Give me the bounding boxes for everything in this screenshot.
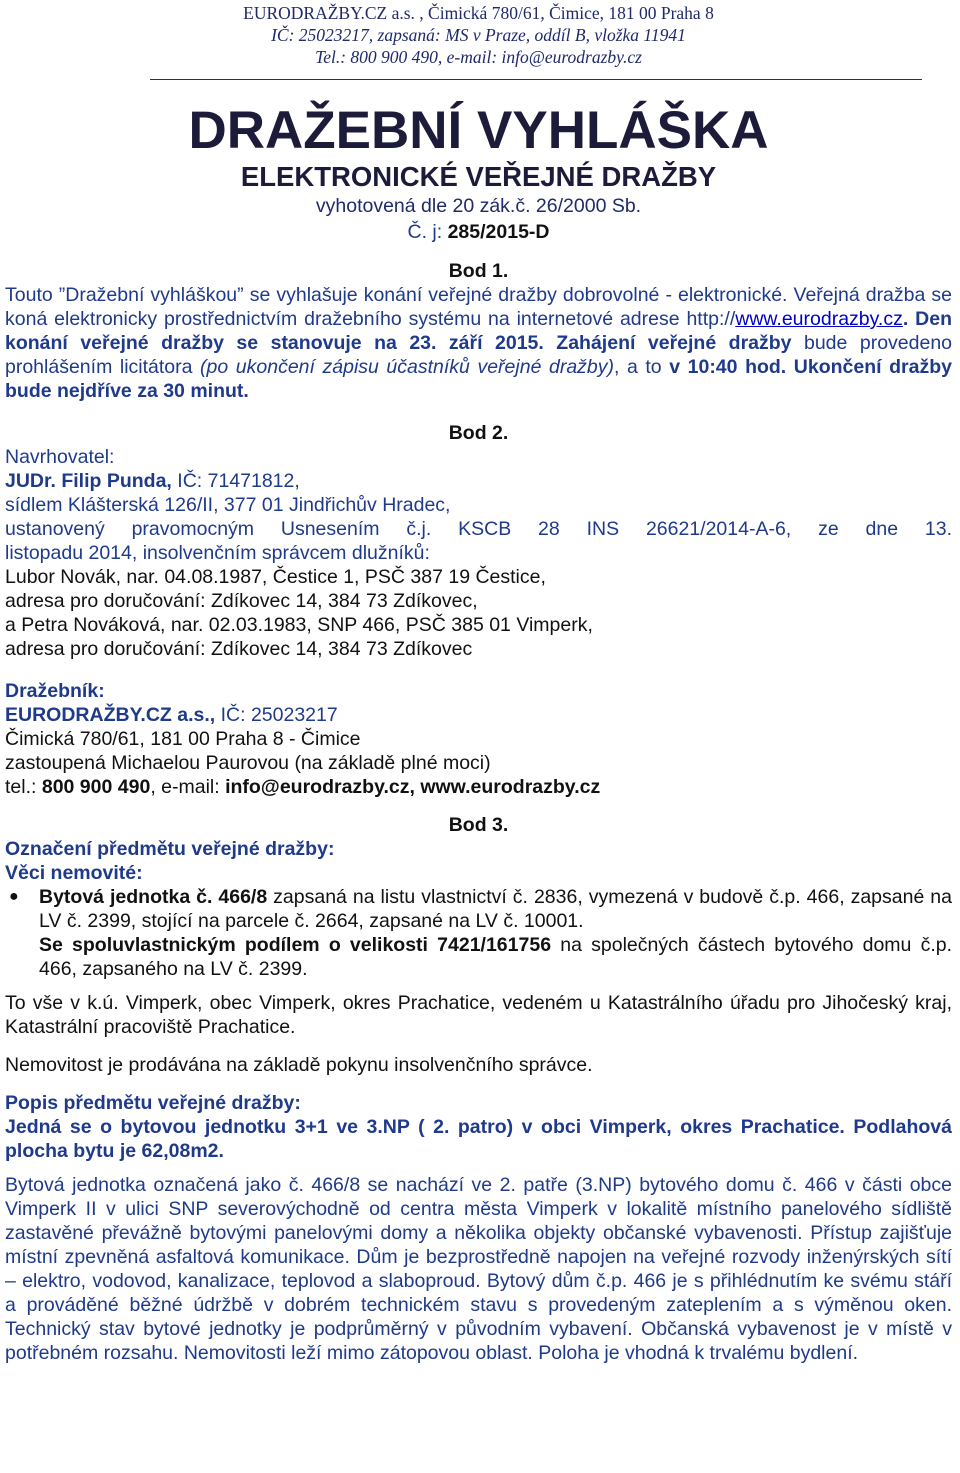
- debtor2-identity: a Petra Nováková, nar. 02.03.1983, SNP 466, PSČ 385 01 Vimperk,: [5, 614, 593, 636]
- description-label: Popis předmětu veřejné dražby:: [5, 1092, 301, 1114]
- contact-prefix: tel.:: [5, 776, 42, 798]
- share-details: na společných částech bytového domu č.p. 466, zapsaného na LV č. 2399.: [39, 934, 953, 980]
- bod1-start-text: bude provedeno prohlášením licitátora: [5, 332, 953, 378]
- proposer-ic: IČ: 71471812,: [171, 470, 300, 492]
- proposer-seat: sídlem Klášterská 126/II, 377 01 Jindřichův Hradec,: [5, 494, 451, 516]
- bod1-and: , a to: [614, 356, 670, 378]
- contact-phone: 800 900 490: [41, 776, 151, 798]
- auctioneer-contact: [5, 775, 952, 799]
- debtor2-address: adresa pro doručování: Zdíkovec 14, 384 73 Zdíkovec: [5, 638, 473, 660]
- contact-email-web: info@eurodrazby.cz, www.eurodrazby.cz: [225, 776, 601, 798]
- letterhead-company: EURODRAŽBY.CZ a.s. , Čimická 780/61, Čimice, 181 00 Praha 8: [243, 3, 714, 23]
- document-subtitle: ELEKTRONICKÉ VEŘEJNÉ DRAŽBY: [240, 161, 717, 192]
- auctioneer-name-line: [5, 703, 952, 727]
- proposer-name: JUDr. Filip Punda,: [5, 470, 172, 492]
- description-text: Bytová jednotka označená jako č. 466/8 se nachází ve 2. patře (3.NP) bytového domu č. 466 v části obce Vimperk II v ulici SNP severovýchodně od centra města Vimperk v lokalitě místního panelového sídliště zastavěné převážně bytovými panelovými domy a několika objekty občanské vybavenosti. Přístup zajišťuje místní zpevněná asfaltová komunikace. Dům je bezprostředně napojen na veřejné rozvody inženýrských sítí – elektro, vodovod, kanalizace, teplovod a slaboproud. Bytový dům č.p. 466 je s přihlédnutím ke svému stáří a prováděné běžné údržbě v dobrém technickém stavu s provedeným zateplením a s výměnou oken. Technický stav bytové jednotky je podprůměrný v původním vybavení. Občanská vybavenost je v místě v potřebném rozsahu. Nemovitosti leží mimo zátopovou oblast. Poloha je vhodná k trvalému bydlení.: [5, 1174, 952, 1364]
- contact-mid: , e-mail:: [150, 776, 226, 798]
- bod1-system: Veřejná dražba se koná elektronicky prostřednictvím dražebního systému na internetové adrese: [5, 284, 952, 330]
- proposer-name-line: [5, 469, 952, 493]
- bullet-icon: ●: [9, 888, 19, 905]
- bod1-start-note: (po ukončení zápisu účastníků veřejné dražby): [200, 356, 614, 378]
- auctioneer-representative: zastoupená Michaelou Paurovou (na základě plné moci): [5, 752, 491, 774]
- proposer-appointed: ustanovený pravomocným Usnesením č.j. KSCB 28 INS 26621/2014-A-6, ze dne 13.: [5, 518, 952, 540]
- letterhead-registration: IČ: 25023217, zapsaná: MS v Praze, oddíl B, vložka 11941: [271, 25, 686, 45]
- auctioneer-address: Čimická 780/61, 181 00 Praha 8 - Čimice: [5, 728, 361, 750]
- unit-designation: Bytová jednotka č. 466/8: [39, 886, 268, 908]
- debtor1-address: adresa pro doručování: Zdíkovec 14, 384 73 Zdíkovec,: [5, 590, 478, 612]
- letterhead-divider: [150, 79, 922, 80]
- auctioneer-label: Dražebník:: [5, 680, 105, 702]
- case-number: [5, 219, 952, 245]
- share-designation: Se spoluvlastnickým podílem o velikosti 7421/161756: [39, 934, 552, 956]
- case-number-prefix: Č. j:: [407, 221, 448, 243]
- bod1-time: v 10:40 hod.: [669, 356, 787, 378]
- property-list: [5, 885, 952, 981]
- bod1-heading: Bod 1.: [448, 260, 509, 282]
- bod1-date: . Den konání veřejné dražby se stanovuje na 23. září 2015.: [5, 308, 952, 354]
- bod3-heading: Bod 3.: [448, 814, 509, 836]
- document-title: DRAŽEBNÍ VYHLÁŠKA: [188, 101, 769, 160]
- description-summary: Jedná se o bytovou jednotku 3+1 ve 3.NP ( 2. patro) v obci Vimperk, okres Prachatice. Podlahová plocha bytu je 62,08m2.: [5, 1116, 952, 1162]
- things-label: Věci nemovité:: [5, 862, 143, 884]
- auctioneer-block: [5, 679, 952, 799]
- cadastral-location: To vše v k.ú. Vimperk, obec Vimperk, okres Prachatice, vedeném u Katastrálního úřadu pro Jihočeský kraj, Katastrální pracoviště Prachatice.: [5, 992, 952, 1038]
- proposer-role: listopadu 2014, insolvenčním správcem dlužníků:: [5, 542, 430, 564]
- letterhead: [5, 0, 952, 68]
- auction-url-link[interactable]: www.eurodrazby.cz: [735, 308, 903, 330]
- list-item: [9, 885, 953, 981]
- bod1-paragraph: [5, 283, 952, 403]
- bod1-end: Ukončení dražby bude nejdříve za 30 minut.: [5, 356, 952, 402]
- auctioneer-ic: IČ: 25023217: [215, 704, 338, 726]
- bod1-intro: Touto ”Dražební vyhláškou” se vyhlašuje konání veřejné dražby dobrovolné - elektronické.: [5, 284, 788, 306]
- letterhead-contact: Tel.: 800 900 490, e-mail: info@eurodrazby.cz: [315, 47, 642, 67]
- case-number-value: 285/2015-D: [447, 221, 550, 243]
- sale-basis: Nemovitost je prodávána na základě pokynu insolvenčního správce.: [5, 1054, 593, 1076]
- debtor1-identity: Lubor Novák, nar. 04.08.1987, Čestice 1, PSČ 387 19 Čestice,: [5, 566, 546, 588]
- subject-label: Označení předmětu veřejné dražby:: [5, 838, 335, 860]
- law-reference: vyhotovená dle 20 zák.č. 26/2000 Sb.: [315, 195, 642, 217]
- unit-details: zapsaná na listu vlastnictví č. 2836, vymezená v budově č.p. 466, zapsané na LV č. 2399, stojící na parcele č. 2664, zapsané na LV č. 10001.: [39, 886, 952, 932]
- bod1-url-prefix: http://: [686, 308, 736, 330]
- auctioneer-name: EURODRAŽBY.CZ a.s.,: [5, 704, 216, 726]
- bod1-start-label: Zahájení veřejné dražby: [543, 332, 792, 354]
- bod2-heading: Bod 2.: [448, 422, 509, 444]
- proposer-block: [5, 445, 952, 661]
- proposer-label: Navrhovatel:: [5, 446, 115, 468]
